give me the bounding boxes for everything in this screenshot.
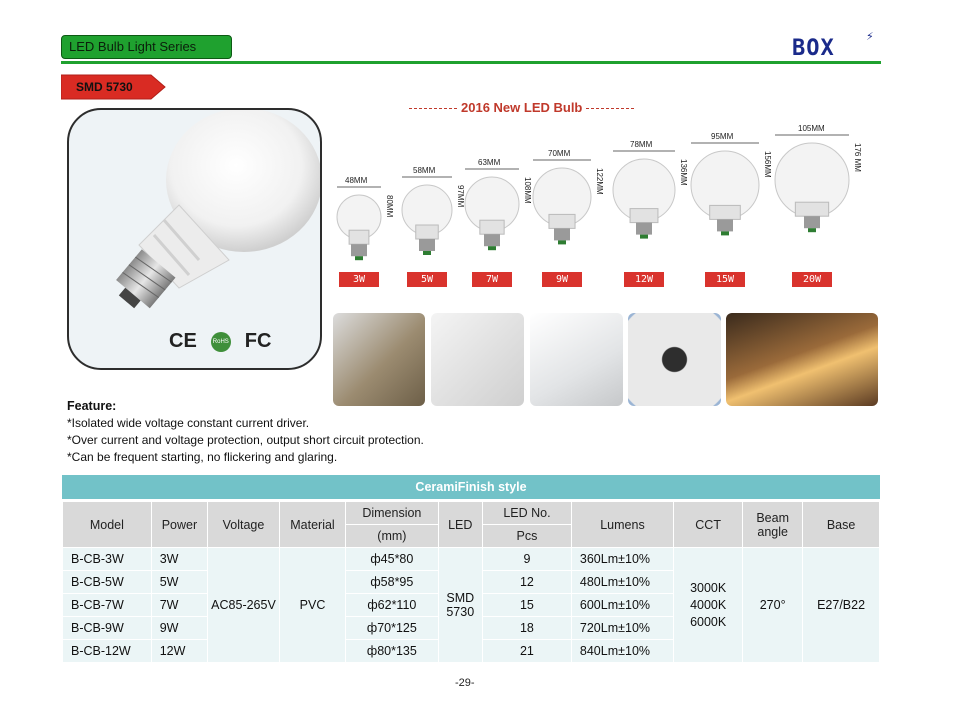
cell-model: B-CB-5W xyxy=(63,571,152,594)
bulb-wattage-label: 9W xyxy=(542,272,582,287)
cell-model: B-CB-12W xyxy=(63,640,152,663)
cell-beam-angle: 270° xyxy=(743,548,803,663)
header-led-no-unit: Pcs xyxy=(482,525,571,548)
cell-material: PVC xyxy=(279,548,345,663)
header-power: Power xyxy=(151,502,207,548)
bulb-size-icon xyxy=(465,169,519,250)
bulb-wattage-label: 3W xyxy=(339,272,379,287)
header-material: Material xyxy=(279,502,345,548)
feature-section xyxy=(67,398,424,466)
header-model: Model xyxy=(63,502,152,548)
bulb-size-icon xyxy=(691,143,759,235)
bulb-height-label: 156MM xyxy=(763,151,772,178)
cell-voltage: AC85-265V xyxy=(208,548,280,663)
header-dimension: Dimension xyxy=(346,502,438,525)
cell-led: SMD 5730 xyxy=(438,548,482,663)
bulb-wattage-label: 7W xyxy=(472,272,512,287)
cell-model: B-CB-9W xyxy=(63,617,152,640)
table-row xyxy=(63,548,880,571)
bulb-diameter-label: 48MM xyxy=(345,176,368,185)
feature-heading: Feature: xyxy=(67,399,117,413)
bulb-height-label: 136MM xyxy=(679,159,688,186)
header-base: Base xyxy=(803,502,880,548)
thumb-housing xyxy=(431,313,524,406)
bulb-wattage-label: 5W xyxy=(407,272,447,287)
smd-type-label: SMD 5730 xyxy=(76,80,133,94)
feature-line: *Can be frequent starting, no flickering and glaring. xyxy=(67,450,338,464)
bulb-diameter-label: 78MM xyxy=(630,140,653,149)
cell-dimension: ф80*135 xyxy=(346,640,438,663)
logo-spark-icon: ⚡ xyxy=(866,31,874,43)
cell-led-no: 21 xyxy=(482,640,571,663)
table-style-title: CeramiFinish style xyxy=(62,475,880,499)
bulb-wattage-label: 12W xyxy=(624,272,664,287)
bulb-height-label: 108MM xyxy=(523,177,532,204)
brand-logo: BOX xyxy=(792,36,835,61)
bulb-size-icon xyxy=(775,135,849,232)
series-title-tag: LED Bulb Light Series xyxy=(61,35,232,59)
cell-lumens: 600Lm±10% xyxy=(571,594,673,617)
cell-cct: 3000K 4000K 6000K xyxy=(674,548,743,663)
cell-lumens: 360Lm±10% xyxy=(571,548,673,571)
bulb-size-icon xyxy=(613,151,675,239)
cell-power: 3W xyxy=(151,548,207,571)
bulb-size-icon xyxy=(337,187,381,260)
cell-power: 5W xyxy=(151,571,207,594)
header-dimension-unit: (mm) xyxy=(346,525,438,548)
header-lumens: Lumens xyxy=(571,502,673,548)
page-number: -29- xyxy=(455,677,475,689)
bulb-height-label: 97MM xyxy=(456,185,465,208)
bulb-diameter-label: 95MM xyxy=(711,132,734,141)
header-beam-angle: Beam angle xyxy=(743,502,803,548)
cell-model: B-CB-7W xyxy=(63,594,152,617)
bulb-size-strip xyxy=(327,97,880,297)
bulb-diameter-label: 63MM xyxy=(478,158,501,167)
bulb-height-label: 122MM xyxy=(595,168,604,195)
fc-mark-icon: FC xyxy=(244,330,272,352)
cell-led-no: 15 xyxy=(482,594,571,617)
size-strip-title: 2016 New LED Bulb xyxy=(405,100,638,115)
cell-led-no: 12 xyxy=(482,571,571,594)
thumb-led-board xyxy=(628,313,721,406)
main-bulb-photo xyxy=(67,108,322,370)
bulb-size-icon xyxy=(533,160,591,244)
cell-led-no: 9 xyxy=(482,548,571,571)
cell-power: 7W xyxy=(151,594,207,617)
thumb-heat-sink xyxy=(530,313,623,406)
bulb-height-label: 176 MM xyxy=(853,143,862,172)
thumb-screw-base xyxy=(333,313,425,406)
cell-lumens: 840Lm±10% xyxy=(571,640,673,663)
cell-dimension: ф58*95 xyxy=(346,571,438,594)
cell-lumens: 720Lm±10% xyxy=(571,617,673,640)
cell-dimension: ф70*125 xyxy=(346,617,438,640)
feature-line: *Isolated wide voltage constant current driver. xyxy=(67,416,310,430)
bulb-height-label: 80MM xyxy=(385,195,394,218)
header-led: LED xyxy=(438,502,482,548)
cell-lumens: 480Lm±10% xyxy=(571,571,673,594)
header-voltage: Voltage xyxy=(208,502,280,548)
header-led-no: LED No. xyxy=(482,502,571,525)
bulb-wattage-label: 15W xyxy=(705,272,745,287)
smd-type-tag xyxy=(61,73,167,101)
header-divider xyxy=(61,61,881,64)
cell-led-no: 18 xyxy=(482,617,571,640)
cell-dimension: ф45*80 xyxy=(346,548,438,571)
rohs-mark-icon: RoHS xyxy=(211,332,231,352)
spec-table xyxy=(62,501,880,663)
cell-dimension: ф62*110 xyxy=(346,594,438,617)
cell-base: E27/B22 xyxy=(803,548,880,663)
feature-line: *Over current and voltage protection, output short circuit protection. xyxy=(67,433,424,447)
bulb-size-icon xyxy=(402,177,452,255)
header-cct: CCT xyxy=(674,502,743,548)
bulb-wattage-label: 20W xyxy=(792,272,832,287)
thumb-room-scene xyxy=(726,313,878,406)
cell-model: B-CB-3W xyxy=(63,548,152,571)
bulb-diameter-label: 105MM xyxy=(798,124,825,133)
certification-marks xyxy=(169,330,271,353)
bulb-diameter-label: 58MM xyxy=(413,166,436,175)
cell-power: 12W xyxy=(151,640,207,663)
cell-power: 9W xyxy=(151,617,207,640)
ce-mark-icon: CE xyxy=(169,330,197,352)
bulb-diameter-label: 70MM xyxy=(548,149,571,158)
